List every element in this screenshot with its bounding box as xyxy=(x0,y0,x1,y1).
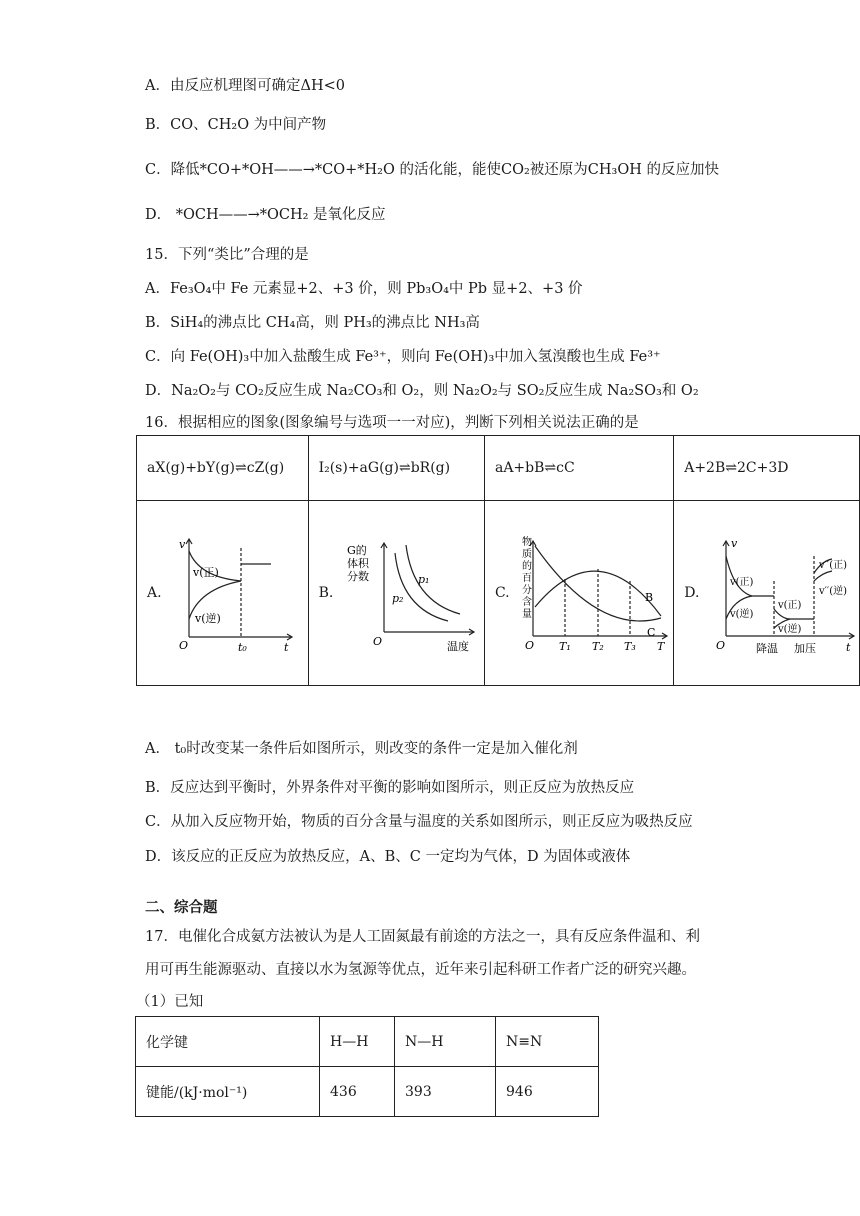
q16-option-d: D．该反应的正反应为放热反应，A、B、C 一定均为气体，D 为固体或液体 xyxy=(145,849,631,865)
table-cell: N—H xyxy=(395,1017,496,1067)
graph-label-d: D. xyxy=(684,585,700,601)
graph-c-c-label: C xyxy=(646,626,656,639)
graph-a-t: t xyxy=(284,641,289,654)
graph-a-reverse-label: v(逆) xyxy=(195,612,221,625)
graph-d-press-label: 加压 xyxy=(794,642,817,655)
q16-option-a: A． t₀时改变某一条件后如图所示，则改变的条件一定是加入催化剂 xyxy=(145,741,578,757)
graph-c xyxy=(485,501,675,685)
graph-label-b: B. xyxy=(318,585,334,601)
table-cell: 946 xyxy=(496,1067,599,1117)
graph-c-ylabel-7: 量 xyxy=(521,609,532,620)
q14-option-c: C．降低*CO+*OH——→*CO+*H₂O 的活化能，能使CO₂被还原为CH₃OH 的反应加快 xyxy=(145,162,719,178)
graph-cell-a xyxy=(137,501,309,686)
graph-d-cool-label: 降温 xyxy=(756,642,779,655)
graph-b-p1: p₁ xyxy=(417,573,430,586)
equation-c: aA+bB⇌cC xyxy=(484,436,673,501)
graph-c-t3: T₃ xyxy=(623,640,636,653)
q17-stem-line-1: 17．电催化合成氨方法被认为是人工固氮最有前途的方法之一，具有反应条件温和、利 xyxy=(145,929,700,945)
graph-label-c: C. xyxy=(494,585,510,601)
graph-b-ylabel-2: 体积 xyxy=(346,557,369,570)
table-cell: H—H xyxy=(320,1017,395,1067)
graph-c-ylabel-3: 的 xyxy=(521,561,532,572)
graph-cell-d xyxy=(674,501,860,686)
table-row xyxy=(136,1067,599,1117)
graph-c-ylabel-6: 含 xyxy=(521,597,532,608)
table-cell: 键能/(kJ·mol⁻¹) xyxy=(136,1067,320,1117)
graph-d-forward-label: v(正) xyxy=(730,577,754,588)
q17-sub1: （1）已知 xyxy=(136,994,204,1010)
table-cell: 393 xyxy=(395,1067,496,1117)
graph-d-forward3-label: v′′(正) xyxy=(819,560,848,571)
graph-b-p2: p₂ xyxy=(391,592,404,605)
q14-option-a: A．由反应机理图可确定ΔH<0 xyxy=(145,78,345,94)
graph-c-t: T xyxy=(656,640,665,653)
equation-b: I₂(s)+aG(g)⇌bR(g) xyxy=(308,436,484,501)
graph-b-xlabel: 温度 xyxy=(446,640,469,653)
q16-option-c: C．从加入反应物开始，物质的百分含量与温度的关系如图所示，则正反应为吸热反应 xyxy=(145,814,693,830)
graph-a-forward-label: v(正) xyxy=(193,566,219,579)
graph-a-v-label: v xyxy=(179,538,186,551)
q17-stem-line-2: 用可再生能源驱动、直接以水为氢源等优点，近年来引起科研工作者广泛的研究兴趣。 xyxy=(145,962,696,978)
graph-label-a: A. xyxy=(147,585,162,601)
graph-d-reverse2-label: v(逆) xyxy=(778,624,802,635)
q15-option-a: A．Fe₃O₄中 Fe 元素显+2、+3 价，则 Pb₃O₄中 Pb 显+2、+3 价 xyxy=(145,281,583,297)
graph-c-ylabel-5: 分 xyxy=(521,585,532,596)
graph-c-ylabel-4: 百 xyxy=(521,573,532,584)
graph-a-t0: t₀ xyxy=(238,641,247,654)
bond-energy-table xyxy=(135,1016,599,1117)
q14-option-b: B．CO、CH₂O 为中间产物 xyxy=(145,117,327,133)
graph-a-origin: O xyxy=(179,639,189,652)
table-row xyxy=(136,1017,599,1067)
q15-stem: 15．下列“类比”合理的是 xyxy=(145,247,309,263)
graph-d-reverse-label: v(逆) xyxy=(730,609,754,620)
table-cell: N≡N xyxy=(496,1017,599,1067)
graph-d-forward2-label: v(正) xyxy=(778,600,802,611)
graph-cell-c xyxy=(484,501,673,686)
graph-b-origin: O xyxy=(372,635,382,648)
graph-d xyxy=(674,501,860,685)
section-heading: 二、综合题 xyxy=(145,899,218,916)
graph-c-ylabel-1: 物 xyxy=(521,537,532,548)
graph-d-origin: O xyxy=(716,639,726,652)
q15-option-d: D．Na₂O₂与 CO₂反应生成 Na₂CO₃和 O₂，则 Na₂O₂与 SO₂反应生成 Na₂SO₃和 O₂ xyxy=(145,383,699,399)
q16-graph-table xyxy=(136,435,860,686)
q15-option-b: B．SiH₄的沸点比 CH₄高，则 PH₃的沸点比 NH₃高 xyxy=(145,315,480,331)
graph-c-b-label: B xyxy=(644,591,654,604)
equation-a: aX(g)+bY(g)⇌cZ(g) xyxy=(137,436,309,501)
graph-c-ylabel-2: 质 xyxy=(521,549,532,560)
graph-b xyxy=(309,501,485,685)
equation-d: A+2B⇌2C+3D xyxy=(674,436,860,501)
table-cell: 化学键 xyxy=(136,1017,320,1067)
q15-option-c: C．向 Fe(OH)₃中加入盐酸生成 Fe³⁺，则向 Fe(OH)₃中加入氢溴酸也生成 Fe³⁺ xyxy=(145,349,661,365)
graph-d-v-label: v xyxy=(731,537,738,550)
graph-b-ylabel-3: 分数 xyxy=(346,570,369,583)
graph-c-origin: O xyxy=(524,639,534,652)
q14-option-d: D． *OCH——→*OCH₂ 是氧化反应 xyxy=(145,207,386,223)
q16-stem: 16．根据相应的图象(图象编号与选项一一对应)，判断下列相关说法正确的是 xyxy=(145,415,639,431)
q16-option-b: B．反应达到平衡时，外界条件对平衡的影响如图所示，则正反应为放热反应 xyxy=(145,780,635,796)
graph-d-t: t xyxy=(846,641,851,654)
graph-d-reverse3-label: v′′(逆) xyxy=(819,586,848,597)
graph-c-t2: T₂ xyxy=(591,640,604,653)
table-cell: 436 xyxy=(320,1067,395,1117)
graph-b-ylabel-1: G的 xyxy=(346,544,367,557)
graph-cell-b xyxy=(308,501,484,686)
graph-a xyxy=(137,501,307,685)
graph-c-t1: T₁ xyxy=(558,640,571,653)
